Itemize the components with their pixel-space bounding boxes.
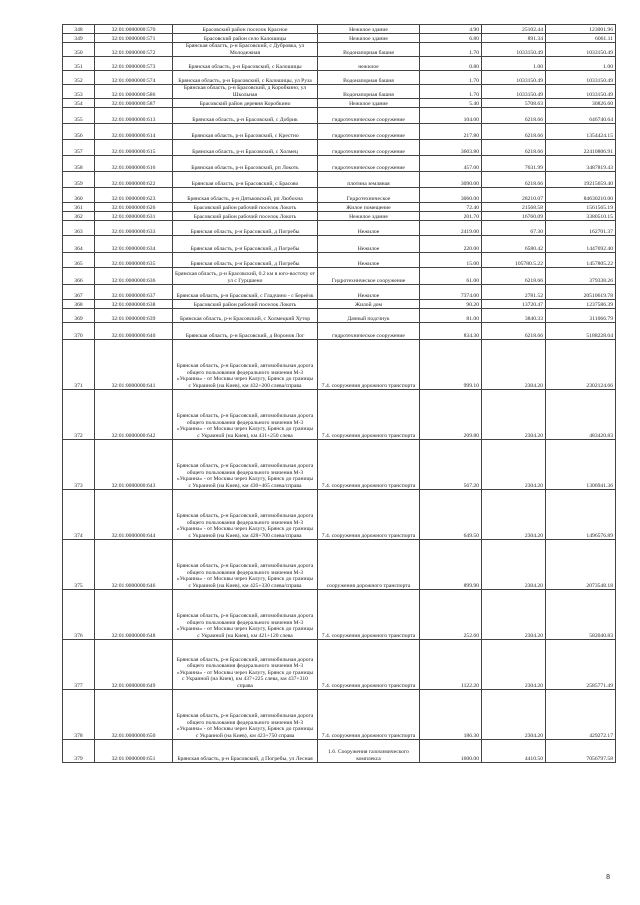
table-row <box>63 340 616 390</box>
unit-price: 4410.50 <box>482 740 546 763</box>
cadastral-number: 32:01:0000000:573 <box>95 57 173 71</box>
address: Брянская область, р-н Брасовский, с Брасово <box>173 172 318 188</box>
cadastral-number: 32:01:0000000:616 <box>95 156 173 172</box>
cadastral-value: 429272.17 <box>546 690 616 740</box>
address: Брянская область, р-н Брасовский, д Коробкино, ул Школьная <box>173 85 318 99</box>
object-name: 7.4. сооружения дорожного транспорта <box>318 390 420 440</box>
table-row <box>63 236 616 253</box>
area-value: 90.20 <box>420 300 482 309</box>
object-name: 7.4. сооружения дорожного транспорта <box>318 490 420 540</box>
unit-price: 1033150.49 <box>482 43 546 57</box>
cadastral-value: 162701.37 <box>546 221 616 236</box>
object-name: гидротехническое сооружение <box>318 140 420 156</box>
cadastral-value: 1033150.49 <box>546 85 616 99</box>
object-name: плотина земляная <box>318 172 420 188</box>
address: Брянская область, р-н Брасовский, с Добрик <box>173 108 318 124</box>
row-number: 352 <box>63 71 95 85</box>
cadastral-number: 32:01:0000000:572 <box>95 43 173 57</box>
cadastral-value: 1457805.22 <box>546 253 616 268</box>
cadastral-number: 32:01:0000000:586 <box>95 85 173 99</box>
address: Брасовский район деревня Коробкино <box>173 99 318 108</box>
table-row <box>63 43 616 57</box>
area-value: 201.70 <box>420 212 482 221</box>
address: Брянская область, р-н Брасовский, автомобильная дорога общего пользования федерального значения М-3 «Украина» - от Москвы через Калугу, Брянск до границы с Украиной (на Киев), км 437+225 слева, км 437+310 справа <box>173 640 318 690</box>
address: Брянская область, р-н Брасовский, с Калошицы, ул Руза <box>173 71 318 85</box>
object-name: 7.4. сооружения дорожного транспорта <box>318 590 420 640</box>
cadastral-number: 32:01:0000000:615 <box>95 140 173 156</box>
row-number: 370 <box>63 323 95 340</box>
area-value: 252.60 <box>420 590 482 640</box>
address: Брянская область, р-н Дятьковский, рп Любохна <box>173 188 318 203</box>
unit-price: 25102.44 <box>482 25 546 34</box>
area-value: 457.00 <box>420 156 482 172</box>
unit-price: 5708.63 <box>482 99 546 108</box>
cadastral-number: 32:01:0000000:633 <box>95 221 173 236</box>
area-value: 999.10 <box>420 340 482 390</box>
table-row <box>63 124 616 140</box>
cadastral-value: 311066.79 <box>546 309 616 323</box>
table-row <box>63 323 616 340</box>
table-row <box>63 71 616 85</box>
object-name: Нежилое <box>318 221 420 236</box>
table-row <box>63 34 616 43</box>
cadastral-value: 1237586.39 <box>546 300 616 309</box>
table-row <box>63 390 616 440</box>
object-name: Гидротехническое сооружение <box>318 268 420 285</box>
unit-price: 21568.58 <box>482 203 546 212</box>
unit-price: 7631.99 <box>482 156 546 172</box>
cadastral-value: 1447692.40 <box>546 236 616 253</box>
table-row <box>63 156 616 172</box>
area-value: 186.30 <box>420 690 482 740</box>
cadastral-number: 32:01:0000000:637 <box>95 285 173 300</box>
row-number: 368 <box>63 300 95 309</box>
unit-price: 1.00 <box>482 57 546 71</box>
object-name: Нежилое здание <box>318 34 420 43</box>
unit-price: 6580.42 <box>482 236 546 253</box>
cadastral-value: 22410806.91 <box>546 140 616 156</box>
address: Брянская область, р-н Брасовский, рп Локоть <box>173 156 318 172</box>
address: Брянская область, р-н Брасовский, д Погребы <box>173 236 318 253</box>
address: Брянская область, р-н Брасовский, автомобильная дорога общего пользования федерального значения М-3 «Украина» - от Москвы через Калугу, Брянск до границы с Украиной (на Киев), км 432+200 слева/справа <box>173 340 318 390</box>
unit-price: 6218.66 <box>482 140 546 156</box>
cadastral-number: 32:01:0000000:571 <box>95 34 173 43</box>
cadastral-number: 32:01:0000000:631 <box>95 212 173 221</box>
unit-price: 2304.20 <box>482 590 546 640</box>
object-name: 7.4. сооружения дорожного транспорта <box>318 340 420 390</box>
cadastral-number: 32:01:0000000:641 <box>95 340 173 390</box>
area-value: 3603.80 <box>420 140 482 156</box>
table-row <box>63 203 616 212</box>
row-number: 356 <box>63 124 95 140</box>
area-value: 0.80 <box>420 57 482 71</box>
row-number: 376 <box>63 590 95 640</box>
row-number: 379 <box>63 740 95 763</box>
address: Брянская область, р-н Брасовский, с Холмецкий Хутор <box>173 309 318 323</box>
row-number: 354 <box>63 99 95 108</box>
unit-price: 6218.66 <box>482 268 546 285</box>
row-number: 369 <box>63 309 95 323</box>
table-row <box>63 99 616 108</box>
unit-price: 2304.20 <box>482 390 546 440</box>
address: Брасовский район село Калошицы <box>173 34 318 43</box>
address: Брянская область, р-н Брасовский, с Калошицы <box>173 57 318 71</box>
area-value: 6.80 <box>420 34 482 43</box>
cadastral-number: 32:01:0000000:644 <box>95 490 173 540</box>
cadastral-number: 32:01:0000000:634 <box>95 236 173 253</box>
cadastral-value: 123001.96 <box>546 25 616 34</box>
cadastral-value: 1354424.15 <box>546 124 616 140</box>
unit-price: 2304.20 <box>482 340 546 390</box>
object-name: Нежилое здание <box>318 99 420 108</box>
unit-price: 67.30 <box>482 221 546 236</box>
address: Брянская область, р-н Брасовский, 0.2 км в юго-восточу от ул с Гурцшено <box>173 268 318 285</box>
area-value: 81.00 <box>420 309 482 323</box>
row-number: 360 <box>63 188 95 203</box>
table-row <box>63 309 616 323</box>
area-value: 61.00 <box>420 268 482 285</box>
cadastral-value: 7056797.58 <box>546 740 616 763</box>
area-value: 5.40 <box>420 99 482 108</box>
row-number: 367 <box>63 285 95 300</box>
object-name: Гидротехническое <box>318 188 420 203</box>
page-number: 8 <box>606 874 610 881</box>
object-name: Нежилое здание <box>318 25 420 34</box>
object-name: Нежилое <box>318 253 420 268</box>
object-name: Нежилое <box>318 285 420 300</box>
area-value: 1.70 <box>420 71 482 85</box>
row-number: 351 <box>63 57 95 71</box>
table-row <box>63 300 616 309</box>
object-name: Дачный подсчнук <box>318 309 420 323</box>
cadastral-number: 32:01:0000000:574 <box>95 71 173 85</box>
table-row <box>63 221 616 236</box>
cadastral-number: 32:01:0000000:640 <box>95 323 173 340</box>
object-name: нежилое <box>318 57 420 71</box>
unit-price: 2304.20 <box>482 640 546 690</box>
cadastral-value: 1306941.36 <box>546 440 616 490</box>
cadastral-number: 32:01:0000000:638 <box>95 300 173 309</box>
address: Брянская область, р-н Брасовский, автомобильная дорога общего пользования федерального значения М-3 «Украина» - от Москвы через Калугу, Брянск до границы с Украиной (на Киев), км 425+330 слева/справа <box>173 540 318 590</box>
row-number: 357 <box>63 140 95 156</box>
address: Брянская область, р-н Брасовский, с Гладчино - с Береёзк <box>173 285 318 300</box>
table-row <box>63 640 616 690</box>
address: Брянская область, р-н Брасовский, автомобильная дорога общего пользования федерального значения М-3 «Украина» - от Москвы через Калугу, Брянск до границы с Украиной (на Киев), км 431+250 слева <box>173 390 318 440</box>
cadastral-number: 32:01:0000000:614 <box>95 124 173 140</box>
object-name: 1.6. Сооружения газохимического комплекса <box>318 740 420 763</box>
row-number: 349 <box>63 34 95 43</box>
row-number: 377 <box>63 640 95 690</box>
address: Брянская область, р-н Брасовский, с Холмец <box>173 140 318 156</box>
address: Брянская область, р-н Брасовский, д Погребы <box>173 253 318 268</box>
unit-price: 6218.66 <box>482 124 546 140</box>
area-value: 220.00 <box>420 236 482 253</box>
object-name: 7.4. сооружения дорожного транспорта <box>318 640 420 690</box>
cadastral-value: 19215659.40 <box>546 172 616 188</box>
cadastral-number: 32:01:0000000:623 <box>95 188 173 203</box>
cadastral-number: 32:01:0000000:635 <box>95 253 173 268</box>
object-name: гидротехническое сооружение <box>318 108 420 124</box>
cadastral-value: 582040.83 <box>546 590 616 640</box>
cadastral-value: 20510619.78 <box>546 285 616 300</box>
area-value: 4.90 <box>420 25 482 34</box>
table-row <box>63 490 616 540</box>
unit-price: 2304.20 <box>482 440 546 490</box>
cadastral-value: 1033150.49 <box>546 71 616 85</box>
unit-price: 6218.66 <box>482 108 546 124</box>
row-number: 378 <box>63 690 95 740</box>
area-value: 104.00 <box>420 108 482 124</box>
unit-price: 2304.20 <box>482 540 546 590</box>
address: Брянская область, р-н Брасовский, д Погребы, ул Лесная <box>173 740 318 763</box>
table-row <box>63 690 616 740</box>
unit-price: 16760.09 <box>482 212 546 221</box>
cadastral-number: 32:01:0000000:570 <box>95 25 173 34</box>
object-name: гидротехническое сооружение <box>318 156 420 172</box>
table-row <box>63 285 616 300</box>
property-table <box>62 24 616 763</box>
object-name: гидротехническое сооружение <box>318 323 420 340</box>
address: Брянская область, р-н Брасовский, с Крестно <box>173 124 318 140</box>
row-number: 372 <box>63 390 95 440</box>
area-value: 649.50 <box>420 490 482 540</box>
table-row <box>63 108 616 124</box>
cadastral-value: 1561565.19 <box>546 203 616 212</box>
table-row <box>63 740 616 763</box>
unit-price: 1033150.49 <box>482 71 546 85</box>
area-value: 217.80 <box>420 124 482 140</box>
cadastral-number: 32:01:0000000:646 <box>95 540 173 590</box>
row-number: 353 <box>63 85 95 99</box>
row-number: 363 <box>63 221 95 236</box>
area-value: 7374.00 <box>420 285 482 300</box>
row-number: 350 <box>63 43 95 57</box>
cadastral-value: 1033150.49 <box>546 43 616 57</box>
unit-price: 105780.5.22 <box>482 253 546 268</box>
table-row <box>63 140 616 156</box>
row-number: 359 <box>63 172 95 188</box>
object-name: Нежилое <box>318 236 420 253</box>
cadastral-value: 483420.83 <box>546 390 616 440</box>
object-name: Водонапорная башня <box>318 43 420 57</box>
area-value: 3090.00 <box>420 172 482 188</box>
row-number: 361 <box>63 203 95 212</box>
cadastral-value: 1496576.89 <box>546 490 616 540</box>
area-value: 1.70 <box>420 43 482 57</box>
row-number: 375 <box>63 540 95 590</box>
table-row <box>63 253 616 268</box>
cadastral-number: 32:01:0000000:651 <box>95 740 173 763</box>
row-number: 348 <box>63 25 95 34</box>
area-value: 899.90 <box>420 540 482 590</box>
unit-price: 3840.33 <box>482 309 546 323</box>
row-number: 362 <box>63 212 95 221</box>
object-name: Водонапорная башня <box>318 85 420 99</box>
table-row <box>63 25 616 34</box>
cadastral-value: 3380510.15 <box>546 212 616 221</box>
cadastral-value: 2302124.66 <box>546 340 616 390</box>
table-row <box>63 57 616 71</box>
address: Брасовский район поселок Красное <box>173 25 318 34</box>
cadastral-value: 3487819.43 <box>546 156 616 172</box>
cadastral-number: 32:01:0000000:622 <box>95 172 173 188</box>
cadastral-value: 84630210.00 <box>546 188 616 203</box>
object-name: Жилой дом <box>318 300 420 309</box>
unit-price: 2304.20 <box>482 490 546 540</box>
row-number: 355 <box>63 108 95 124</box>
row-number: 371 <box>63 340 95 390</box>
table-row <box>63 85 616 99</box>
row-number: 364 <box>63 236 95 253</box>
cadastral-number: 32:01:0000000:649 <box>95 640 173 690</box>
address: Брасовский район рабочий поселок Локоть <box>173 300 318 309</box>
cadastral-value: 646740.64 <box>546 108 616 124</box>
cadastral-number: 32:01:0000000:626 <box>95 203 173 212</box>
object-name: Жилое помещение <box>318 203 420 212</box>
object-name: Водонапорная башня <box>318 71 420 85</box>
object-name: 7.4. сооружения дорожного транспорта <box>318 690 420 740</box>
table-row <box>63 540 616 590</box>
row-number: 365 <box>63 253 95 268</box>
area-value: 3060.00 <box>420 188 482 203</box>
cadastral-value: 5188228.04 <box>546 323 616 340</box>
table-row <box>63 268 616 285</box>
object-name: Нежилое здание <box>318 212 420 221</box>
table-row <box>63 440 616 490</box>
row-number: 374 <box>63 490 95 540</box>
table-row <box>63 212 616 221</box>
cadastral-value: 1.00 <box>546 57 616 71</box>
cadastral-number: 32:01:0000000:587 <box>95 99 173 108</box>
cadastral-number: 32:01:0000000:613 <box>95 108 173 124</box>
cadastral-number: 32:01:0000000:650 <box>95 690 173 740</box>
table-body <box>63 25 616 763</box>
area-value: 2419.00 <box>420 221 482 236</box>
area-value: 209.80 <box>420 390 482 440</box>
unit-price: 6218.66 <box>482 323 546 340</box>
cadastral-number: 32:01:0000000:643 <box>95 440 173 490</box>
area-value: 834.30 <box>420 323 482 340</box>
address: Брянская область, р-н Брасовский, автомобильная дорога общего пользования федерального значения М-3 «Украина» - от Москвы через Калугу, Брянск до границы с Украиной (на Киев), км 421+120 слева <box>173 590 318 640</box>
address: Брасовский район рабочий поселок Локоть <box>173 212 318 221</box>
cadastral-number: 32:01:0000000:642 <box>95 390 173 440</box>
unit-price: 891.34 <box>482 34 546 43</box>
object-name: гидротехническое сооружение <box>318 124 420 140</box>
address: Брянская область, р-н Брасовский, автомобильная дорога общего пользования федерального значения М-3 «Украина» - от Москвы через Калугу, Брянск до границы с Украиной (на Киев), км 430+465 слева/справа <box>173 440 318 490</box>
cadastral-value: 379338.26 <box>546 268 616 285</box>
row-number: 373 <box>63 440 95 490</box>
cadastral-number: 32:01:0000000:648 <box>95 590 173 640</box>
area-value: 1.70 <box>420 85 482 99</box>
area-value: 1122.20 <box>420 640 482 690</box>
address: Брянская область, р-н Брасовский, автомобильная дорога общего пользования федерального значения М-3 «Украина» - от Москвы через Калугу, Брянск до границы с Украиной (на Киев), км 423+750 справа <box>173 690 318 740</box>
unit-price: 13720.47 <box>482 300 546 309</box>
address: Брянская область, р-н Брасовский, автомобильная дорога общего пользования федерального значения М-3 «Украина» - от Москвы через Калугу, Брянск до границы с Украиной (на Киев), км 428+700 слева/справа <box>173 490 318 540</box>
area-value: 567.20 <box>420 440 482 490</box>
table-row <box>63 188 616 203</box>
area-value: 15.00 <box>420 253 482 268</box>
address: Брянская область, р-н Брасовский, д Воронов Лог <box>173 323 318 340</box>
table-row <box>63 590 616 640</box>
row-number: 366 <box>63 268 95 285</box>
address: Брасовский район рабочий поселок Локоть <box>173 203 318 212</box>
cadastral-value: 2585771.49 <box>546 640 616 690</box>
unit-price: 28210.07 <box>482 188 546 203</box>
address: Брянская область, р-н Брасовский, д Погребы <box>173 221 318 236</box>
cadastral-value: 2073548.18 <box>546 540 616 590</box>
address: Брянская область, р-н Брасовский, с Дубровка, ул Молодежная <box>173 43 318 57</box>
unit-price: 2304.20 <box>482 690 546 740</box>
cadastral-number: 32:01:0000000:639 <box>95 309 173 323</box>
unit-price: 6218.66 <box>482 172 546 188</box>
unit-price: 2781.52 <box>482 285 546 300</box>
row-number: 358 <box>63 156 95 172</box>
object-name: 7.4. сооружения дорожного транспорта <box>318 440 420 490</box>
area-value: 1600.00 <box>420 740 482 763</box>
object-name: сооружения дорожного транспорта <box>318 540 420 590</box>
cadastral-value: 6061.11 <box>546 34 616 43</box>
cadastral-number: 32:01:0000000:636 <box>95 268 173 285</box>
unit-price: 1033150.49 <box>482 85 546 99</box>
area-value: 72.40 <box>420 203 482 212</box>
table-row <box>63 172 616 188</box>
cadastral-value: 30826.60 <box>546 99 616 108</box>
